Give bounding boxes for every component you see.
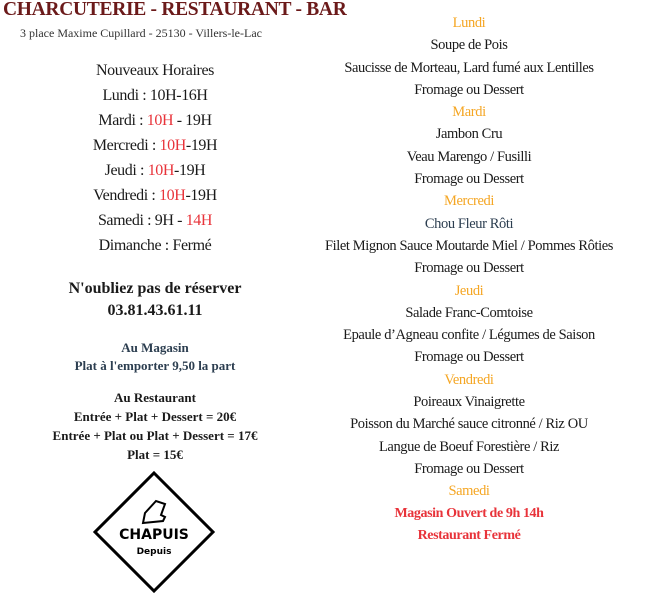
day-label: Vendredi : xyxy=(93,187,160,204)
menu-day-samedi: Samedi xyxy=(448,483,490,500)
magasin-offer: Plat à l'emporter 9,50 la part xyxy=(74,358,236,373)
menu-day-mardi: Mardi xyxy=(452,104,486,121)
close-time: 19H xyxy=(185,112,212,129)
formula-2: Entrée + Plat ou Plat + Dessert = 17€ xyxy=(52,428,258,443)
restaurant-block xyxy=(0,388,310,464)
open-time: 10H xyxy=(159,137,186,154)
logo-subtitle: Depuis xyxy=(136,547,172,557)
open-time: 9H xyxy=(154,212,174,229)
menu-item: Chou Fleur Rôti xyxy=(424,215,514,232)
hours-row-mercredi xyxy=(0,133,310,158)
menu-item: Jambon Cru xyxy=(435,126,503,143)
menu-item: Fromage ou Dessert xyxy=(414,171,524,188)
chapuis-logo xyxy=(93,471,215,593)
day-label: Jeudi : xyxy=(104,162,148,179)
menu-day-mercredi: Mercredi xyxy=(444,193,494,210)
page-title: CHARCUTERIE - RESTAURANT - BAR xyxy=(3,0,347,20)
menu-item: Fromage ou Dessert xyxy=(414,460,524,477)
menu-day-vendredi: Vendredi xyxy=(444,371,494,388)
address: 3 place Maxime Cupillard - 25130 - Villers-le-Lac xyxy=(20,26,262,40)
day-label: Lundi : xyxy=(102,87,150,104)
magasin-heading: Au Magasin xyxy=(121,340,189,355)
open-time: 10H xyxy=(146,112,174,129)
samedi-notice: Magasin Ouvert de 9h 14h xyxy=(394,505,544,521)
formula-1: Entrée + Plat + Dessert = 20€ xyxy=(73,409,237,424)
phone-number[interactable]: 03.81.43.61.11 xyxy=(107,302,203,319)
separator: - xyxy=(174,162,179,179)
close-time: 19H xyxy=(178,162,206,179)
diamond-logo-icon xyxy=(93,471,215,593)
reservation-block xyxy=(0,278,310,322)
close-time: 19H xyxy=(190,137,218,154)
menu-day-jeudi: Jeudi xyxy=(454,282,484,299)
menu-item: Veau Marengo / Fusilli xyxy=(406,148,532,165)
open-time: 10H xyxy=(149,87,177,104)
menu-item: Soupe de Pois xyxy=(430,37,508,54)
magasin-block xyxy=(0,339,310,375)
menu-item: Fromage ou Dessert xyxy=(414,260,524,277)
menu-item: Saucisse de Morteau, Lard fumé aux Lentilles xyxy=(344,59,594,76)
hours-heading: Nouveaux Horaires xyxy=(95,62,215,79)
menu-item: Poisson du Marché sauce citronné / Riz OU xyxy=(350,416,588,433)
reservation-text: N'oubliez pas de réserver xyxy=(68,280,242,297)
hours-row-jeudi xyxy=(0,158,310,183)
open-time: 10H xyxy=(159,187,186,204)
weekly-menu xyxy=(310,12,628,547)
menu-item: Fromage ou Dessert xyxy=(414,81,524,98)
open-time: 10H xyxy=(147,162,175,179)
separator: - xyxy=(176,87,182,104)
close-time: 19H xyxy=(190,187,217,204)
close-time: 14H xyxy=(185,212,213,229)
separator: - xyxy=(185,187,191,204)
menu-item: Fromage ou Dessert xyxy=(414,349,524,366)
separator: - xyxy=(185,137,191,154)
menu-day-lundi: Lundi xyxy=(452,15,486,31)
separator: - xyxy=(173,212,186,229)
day-label: Mardi : xyxy=(98,112,147,129)
hours-row-mardi xyxy=(0,108,310,133)
separator: - xyxy=(173,112,186,129)
opening-hours xyxy=(0,58,310,258)
logo-name: CHAPUIS xyxy=(119,527,189,543)
close-time: 16H xyxy=(181,87,208,104)
formula-3: Plat = 15€ xyxy=(127,447,183,462)
hours-row-dimanche: Dimanche : Fermé xyxy=(98,237,212,254)
restaurant-heading: Au Restaurant xyxy=(114,390,196,405)
menu-item: Langue de Boeuf Forestière / Riz xyxy=(378,438,560,455)
samedi-notice: Restaurant Fermé xyxy=(417,527,521,543)
menu-item: Salade Franc-Comtoise xyxy=(405,304,533,321)
day-label: Samedi : xyxy=(97,212,155,229)
hours-row-samedi xyxy=(0,208,310,233)
hours-row-lundi xyxy=(0,83,310,108)
day-label: Mercredi : xyxy=(92,137,160,154)
hours-row-vendredi xyxy=(0,183,310,208)
menu-item: Filet Mignon Sauce Moutarde Miel / Pommes Rôties xyxy=(324,237,614,254)
menu-item: Poireaux Vinaigrette xyxy=(413,394,525,411)
menu-item: Epaule d’Agneau confite / Légumes de Saison xyxy=(343,327,595,344)
